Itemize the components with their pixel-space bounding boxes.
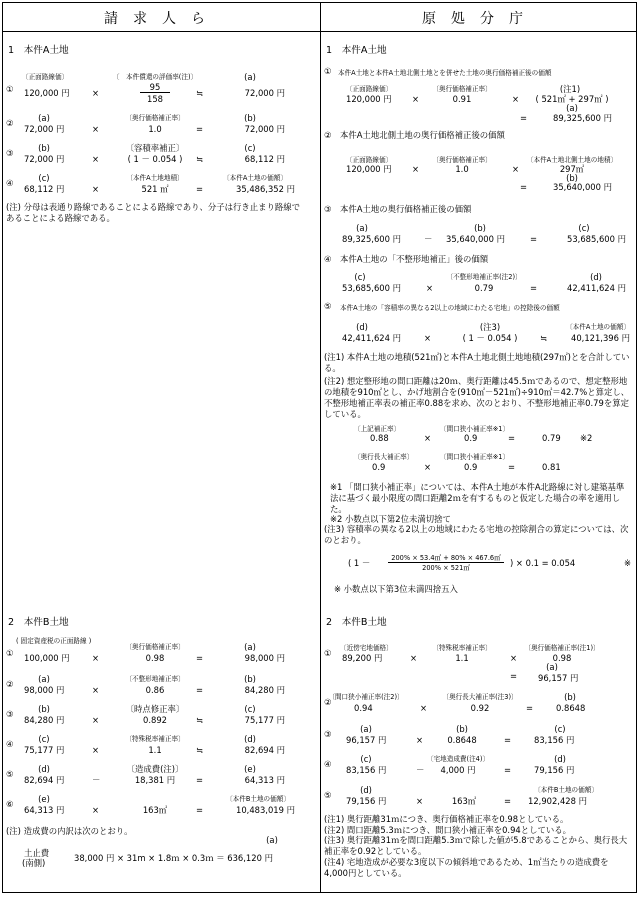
left-b2-label3: (b) — [244, 674, 256, 684]
left-a2-v2: 1.0 — [148, 124, 162, 134]
left-a1-op: × — [92, 88, 100, 98]
right-r2-v1: 120,000 円 — [346, 164, 392, 174]
right-r1-v3: ( 521㎡ + 297㎡ ) — [535, 94, 609, 104]
left-b-title: 2 本件B土地 — [8, 617, 69, 628]
right-b3-label3: (c) — [554, 724, 566, 734]
left-b1-num: ① — [6, 648, 14, 658]
right-r1-v1: 120,000 円 — [346, 94, 392, 104]
right-r5-label1: (d) — [356, 322, 368, 332]
right-a-title: 1 本件A土地 — [326, 45, 387, 56]
left-b1-res: 98,000 円 — [244, 653, 285, 663]
left-b-fill-label2: (南側) — [22, 858, 46, 868]
right-b1-tag: (a) — [546, 662, 558, 672]
right-b1-op2: × — [510, 653, 518, 663]
right-n2r1-op: × — [424, 433, 432, 443]
left-b5-eq: = — [196, 775, 204, 785]
right-b5-v1: 79,156 円 — [346, 796, 387, 806]
right-r3-label1: (a) — [356, 223, 368, 233]
left-b4-eq: ≒ — [196, 745, 204, 755]
right-n3-mark: ※ — [624, 558, 632, 568]
left-a4-res: 35,486,352 円 — [236, 184, 295, 194]
left-a4-label1: (c) — [38, 173, 50, 183]
right-r1-tag: (a) — [566, 103, 578, 113]
right-b1-label1: 〔近傍宅地価格〕 — [340, 644, 393, 652]
left-b3-res: 75,177 円 — [244, 715, 285, 725]
right-b5-eq: = — [504, 796, 512, 806]
right-b-note3: (注3) 奥行距離31ｍを間口距離5.3ｍで除した値が5.8であることから、奥行長大補正率を0.92としている。 — [324, 835, 628, 856]
right-r4-eq: = — [530, 283, 538, 293]
right-n2r1-res: 0.79 — [542, 433, 561, 443]
right-r5-res: 40,121,396 円 — [571, 333, 630, 343]
left-b4-label3: (d) — [244, 734, 256, 744]
left-a4-label2: 〔本件A土地地積〕 — [126, 174, 184, 182]
right-r3-label3: (c) — [578, 223, 590, 233]
left-a2-label2: 〔奥行価格補正率〕 — [125, 114, 185, 122]
left-b-fill-expr: 38,000 円 × 31m × 1.8ｍ × 0.3ｍ ＝ 636,120 円 — [74, 853, 273, 863]
right-r2-num: ② — [324, 130, 332, 140]
right-b3-eq: = — [504, 735, 512, 745]
left-a4-eq: = — [196, 184, 204, 194]
left-b4-num: ④ — [6, 739, 14, 749]
left-a3-v1: 72,000 円 — [24, 154, 65, 164]
left-a3-res: 68,112 円 — [244, 154, 285, 164]
right-r2-label3: 〔本件A土地北側土地の地積〕 — [526, 156, 618, 164]
left-b5-num: ⑤ — [6, 769, 14, 779]
right-n2r2-label2: 〔間口狭小補正率※1〕 — [440, 453, 510, 461]
left-a2-eq: = — [196, 124, 204, 134]
right-r4-v1: 53,685,600 円 — [342, 283, 401, 293]
header-claimants: 請求人ら — [104, 11, 220, 27]
right-n2r1-v1: 0.88 — [370, 433, 389, 443]
left-b-note: (注) 造成費の内訳は次のとおり。 — [6, 826, 133, 836]
right-b4-label2: 〔宅地造成費(注4)〕 — [426, 755, 490, 763]
left-a-title: 1 本件A土地 — [8, 45, 69, 56]
left-a3-num: ③ — [6, 148, 14, 158]
right-r1-res: 89,325,600 円 — [553, 113, 612, 123]
right-r5-v1: 42,411,624 円 — [342, 333, 401, 343]
right-n3-frac-bot: 200% × 521㎡ — [422, 564, 470, 572]
left-b6-v2: 163㎡ — [142, 805, 168, 815]
right-b1-label2: 〔特殊税率補正率〕 — [432, 644, 492, 652]
right-b1-op: × — [410, 653, 418, 663]
left-a2-op: × — [92, 124, 100, 134]
right-r4-num: ④ — [324, 254, 332, 264]
left-a1-frac-bot: 158 — [147, 94, 163, 104]
left-a1-frac-top: 95 — [149, 82, 161, 92]
right-r1-label2: 〔奥行価格補正率〕 — [432, 85, 492, 93]
right-r5-label3: 〔本件A土地の価額〕 — [566, 323, 630, 331]
right-r3-v2: 35,640,000 円 — [446, 234, 505, 244]
right-b3-op: × — [416, 735, 424, 745]
right-b1-v3: 0.98 — [552, 653, 572, 663]
right-b4-label1: (c) — [360, 754, 372, 764]
right-r3-op: － — [424, 234, 433, 244]
right-r1-v2: 0.91 — [452, 94, 472, 104]
left-b4-res: 82,694 円 — [244, 745, 285, 755]
right-r2-label2: 〔奥行価格補正率〕 — [432, 156, 492, 164]
left-a1-frac-bar — [140, 92, 170, 93]
right-b5-res: 12,902,428 円 — [528, 796, 587, 806]
right-b2-label3: (b) — [564, 692, 576, 702]
left-b5-label3: (e) — [244, 764, 256, 774]
right-b2-v1: 0.94 — [354, 703, 373, 713]
column-divider — [320, 2, 321, 893]
right-b5-op: × — [416, 796, 424, 806]
right-r4-v2: 0.79 — [474, 283, 494, 293]
right-r2-op2: × — [512, 164, 520, 174]
left-a3-v2: ( 1 － 0.054 ) — [127, 154, 183, 164]
right-r2-title: 本件A土地北側土地の奥行価格補正後の価額 — [340, 130, 505, 140]
right-b2-label2: 〔奥行長大補正率(注3)〕 — [442, 693, 518, 701]
right-r3-v1: 89,325,600 円 — [342, 234, 401, 244]
right-r5-eq: ≒ — [540, 333, 548, 343]
right-b1-label3: 〔奥行価格補正率(注1)〕 — [524, 644, 600, 652]
right-b1-eq: = — [510, 671, 518, 681]
right-r2-res: 35,640,000 円 — [553, 182, 612, 192]
right-n2r2-v1: 0.9 — [372, 462, 386, 472]
right-b4-eq: = — [504, 765, 512, 775]
right-b-title: 2 本件B土地 — [326, 617, 387, 628]
right-b3-v2: 0.8648 — [447, 735, 477, 745]
right-b2-eq: = — [526, 703, 534, 713]
left-b3-label1: (b) — [38, 704, 50, 714]
right-b5-label3: 〔本件B土地の価額〕 — [534, 786, 598, 794]
right-n3-open: ( 1 － — [348, 558, 371, 568]
left-b1-op: × — [92, 653, 100, 663]
left-a2-label1: (a) — [38, 113, 50, 123]
left-a2-num: ② — [6, 118, 14, 128]
right-r4-label1: (c) — [354, 272, 366, 282]
left-b3-num: ③ — [6, 709, 14, 719]
left-b3-v1: 84,280 円 — [24, 715, 65, 725]
right-r2-label1: 〔正面路線価〕 — [346, 156, 393, 164]
left-b6-res: 10,483,019 円 — [236, 805, 295, 815]
right-note1: (注1) 本件A土地の地積(521㎡)と本件A土地北側土地地積(297㎡)とを合計している。 — [324, 352, 630, 373]
right-n2r1-eq: = — [508, 433, 516, 443]
right-r4-label2: 〔不整形地補正率(注2)〕 — [446, 273, 522, 281]
right-r2-v2: 1.0 — [455, 164, 469, 174]
right-n2r1-label1: 〔上記補正率〕 — [354, 425, 401, 433]
left-a4-v2: 521 ㎡ — [141, 184, 169, 194]
right-b3-v1: 96,157 円 — [346, 735, 387, 745]
right-b1-res: 96,157 円 — [538, 673, 579, 683]
right-r1-label1: 〔正面路線価〕 — [346, 85, 393, 93]
left-a3-label3: (c) — [244, 143, 256, 153]
right-b3-num: ③ — [324, 729, 332, 739]
right-r1-eq: = — [520, 113, 528, 123]
left-b2-label2: 〔不整形地補正率〕 — [125, 675, 185, 683]
left-b1-label1: ( 固定資産税の正面路線 ) — [16, 637, 92, 645]
right-b3-res: 83,156 円 — [534, 735, 575, 745]
left-b6-v1: 64,313 円 — [24, 805, 65, 815]
left-b1-label2: 〔奥行価格補正率〕 — [125, 643, 185, 651]
left-b2-label1: (a) — [38, 674, 50, 684]
right-r1-num: ① — [324, 66, 332, 76]
right-b5-label1: (d) — [360, 785, 372, 795]
right-r1-op2: × — [512, 94, 520, 104]
right-b1-v1: 89,200 円 — [342, 653, 383, 663]
left-b4-v2: 1.1 — [148, 745, 162, 755]
left-b2-res: 84,280 円 — [244, 685, 285, 695]
right-r5-op: × — [424, 333, 432, 343]
right-r1-op: × — [412, 94, 420, 104]
right-r5-v2: ( 1 － 0.054 ) — [462, 333, 518, 343]
left-b4-op: × — [92, 745, 100, 755]
left-b5-v2: 18,381 円 — [134, 775, 176, 785]
right-r4-op: × — [426, 283, 434, 293]
right-r1-title: 本件A土地と本件A土地北側土地とを併せた土地の奥行価格補正後の価額 — [338, 69, 552, 77]
right-b2-res: 0.8648 — [556, 703, 586, 713]
left-a1-res: 72,000 円 — [244, 88, 285, 98]
right-r3-title: 本件A土地の奥行価格補正後の価額 — [340, 204, 472, 214]
left-a1-v1: 120,000 円 — [24, 88, 70, 98]
right-n2r1-label2: 〔間口狭小補正率※1〕 — [440, 425, 510, 433]
right-n2r2-v2: 0.9 — [464, 462, 478, 472]
left-b6-op: × — [92, 805, 100, 815]
left-a4-label3: 〔本件A土地の価額〕 — [223, 174, 287, 182]
right-b2-v2: 0.92 — [470, 703, 490, 713]
right-r1-label3: (注1) — [559, 84, 581, 94]
left-b-fill-tag: (a) — [266, 835, 278, 845]
left-a4-v1: 68,112 円 — [24, 184, 65, 194]
left-b2-v2: 0.86 — [145, 685, 165, 695]
right-n2r1-mark: ※2 — [580, 433, 593, 443]
right-n2r2-label1: 〔奥行長大補正率〕 — [354, 453, 414, 461]
left-b5-label1: (d) — [38, 764, 50, 774]
right-b4-res: 79,156 円 — [534, 765, 575, 775]
left-b3-v2: 0.892 — [143, 715, 167, 725]
left-b-fill-label: 土止費 — [24, 848, 50, 858]
right-r2-tag: (b) — [566, 173, 578, 183]
right-b-note1: (注1) 奥行距離31ｍにつき、奥行価格補正率を0.98としている。 — [324, 814, 569, 824]
right-r2-v3: 297㎡ — [559, 164, 585, 174]
header-tax-office: 原処分庁 — [422, 11, 538, 27]
right-b3-label2: (b) — [456, 724, 468, 734]
right-b1-v2: 1.1 — [455, 653, 469, 663]
left-a2-label3: (b) — [244, 113, 256, 123]
right-r2-op: × — [412, 164, 420, 174]
left-a3-label2: 〔容積率補正〕 — [125, 143, 185, 153]
right-b4-num: ④ — [324, 759, 332, 769]
left-a3-label1: (b) — [38, 143, 50, 153]
right-r5-label2: (注3) — [479, 322, 501, 332]
left-b1-v2: 0.98 — [145, 653, 165, 663]
left-b4-v1: 75,177 円 — [24, 745, 65, 755]
left-a1-label2: 〔 本件償還の評価率(注)〕 — [112, 73, 198, 81]
left-b3-label2: 〔時点修正率〕 — [125, 704, 185, 714]
right-b5-num: ⑤ — [324, 790, 332, 800]
right-r3-label2: (b) — [474, 223, 486, 233]
right-b2-num: ② — [324, 697, 332, 707]
right-b1-num: ① — [324, 648, 332, 658]
header-divider — [2, 31, 637, 32]
right-n2r1-v2: 0.9 — [464, 433, 478, 443]
left-b2-v1: 98,000 円 — [24, 685, 65, 695]
right-n2r2-res: 0.81 — [542, 462, 561, 472]
left-b4-label2: 〔特殊税率補正率〕 — [125, 735, 185, 743]
right-star3: ※ 小数点以下第3位未満四捨五入 — [334, 584, 458, 594]
right-n2r2-eq: = — [508, 462, 516, 472]
right-b4-v2: 4,000 円 — [440, 765, 476, 775]
right-n2r2-op: × — [424, 462, 432, 472]
right-b4-v1: 83,156 円 — [346, 765, 387, 775]
right-r5-num: ⑤ — [324, 301, 332, 311]
left-b2-num: ② — [6, 679, 14, 689]
right-r3-eq: = — [530, 234, 538, 244]
left-b2-eq: = — [196, 685, 204, 695]
left-b2-op: × — [92, 685, 100, 695]
right-r2-eq: = — [520, 182, 528, 192]
left-a4-op: × — [92, 184, 100, 194]
left-b3-label3: (c) — [244, 704, 256, 714]
left-b5-op: － — [92, 775, 101, 785]
right-n3-rest: ) × 0.1 = 0.054 — [510, 558, 576, 568]
right-n3-frac-top: 200% × 53.4㎡ + 80% × 467.6㎡ — [391, 554, 501, 562]
left-b5-res: 64,313 円 — [244, 775, 285, 785]
right-b4-label3: (d) — [554, 754, 566, 764]
left-a1-eq: ≒ — [196, 88, 204, 98]
right-r3-num: ③ — [324, 204, 332, 214]
left-b5-label2: 〔造成費(注)〕 — [126, 764, 184, 774]
left-a2-v1: 72,000 円 — [24, 124, 65, 134]
right-b5-v2: 163㎡ — [451, 796, 477, 806]
left-b6-label1: (e) — [38, 794, 50, 804]
left-b1-label3: (a) — [244, 642, 256, 652]
left-a1-label3: (a) — [244, 72, 256, 82]
left-b1-eq: = — [196, 653, 204, 663]
left-b3-op: × — [92, 715, 100, 725]
left-b3-eq: ≒ — [196, 715, 204, 725]
right-note3: (注3) 容積率の異なる2以上の地域にわたる宅地の控除割合の算定については、次のとおり。 — [324, 524, 629, 545]
left-b5-v1: 82,694 円 — [24, 775, 65, 785]
left-b6-num: ⑥ — [6, 799, 14, 809]
left-a2-res: 72,000 円 — [244, 124, 285, 134]
right-r4-label3: (d) — [590, 272, 602, 282]
right-b-note4: (注4) 宅地造成が必要な3度以下の傾斜地であるため、1㎡当たりの造成費を4,000円としている。 — [324, 857, 609, 878]
left-a4-num: ④ — [6, 178, 14, 188]
left-a1-num: ① — [6, 84, 14, 94]
left-b6-eq: = — [196, 805, 204, 815]
left-b1-v1: 100,000 円 — [24, 653, 70, 663]
left-a-note: (注) 分母は表通り路線であることによる路線であり、分子は行き止まり路線であることによる路線である。 — [6, 202, 300, 223]
right-r4-res: 42,411,624 円 — [567, 283, 626, 293]
right-r5-title: 本件A土地の「容積率の異なる2以上の地域にわたる宅地」の控除後の価額 — [340, 304, 560, 312]
right-b2-op: × — [420, 703, 428, 713]
right-b3-label1: (a) — [360, 724, 372, 734]
right-b4-op: － — [416, 765, 425, 775]
right-r3-res: 53,685,600 円 — [567, 234, 626, 244]
left-b4-label1: (c) — [38, 734, 50, 744]
right-r4-title: 本件A土地の「不整形地補正」後の価額 — [340, 254, 489, 264]
left-a3-op: × — [92, 154, 100, 164]
right-note2: (注2) 想定整形地の間口距離は20ｍ、奥行距離は45.5ｍであるので、想定整形地の地積を910㎡とし、かげ地割合を(910㎡－521㎡)÷910㎡＝42.7%と算定し、不整形地補正率表の補正率0.88を求め、次のとおり、不整形地補正率0.79を算定している。 — [324, 376, 630, 419]
left-b6-label3: 〔本件B土地の価額〕 — [226, 795, 290, 803]
left-a3-eq: ≒ — [196, 154, 204, 164]
right-b2-label1: 〔間口狭小補正率(注2)〕 — [328, 693, 404, 701]
right-star2: ※2 小数点以下第2位未満切捨て — [330, 514, 451, 524]
left-a1-label1: 〔正面路線価〕 — [22, 73, 69, 81]
right-b-note2: (注2) 間口距離5.3ｍにつき、間口狭小補正率を0.94としている。 — [324, 825, 571, 835]
right-star1: ※1 「間口狭小補正率」については、本件A土地が本件A北路線に対し建築基準法に基づく最小限度の間口距離2ｍを有するものと仮定した場合の率を適用した。 — [330, 482, 625, 514]
